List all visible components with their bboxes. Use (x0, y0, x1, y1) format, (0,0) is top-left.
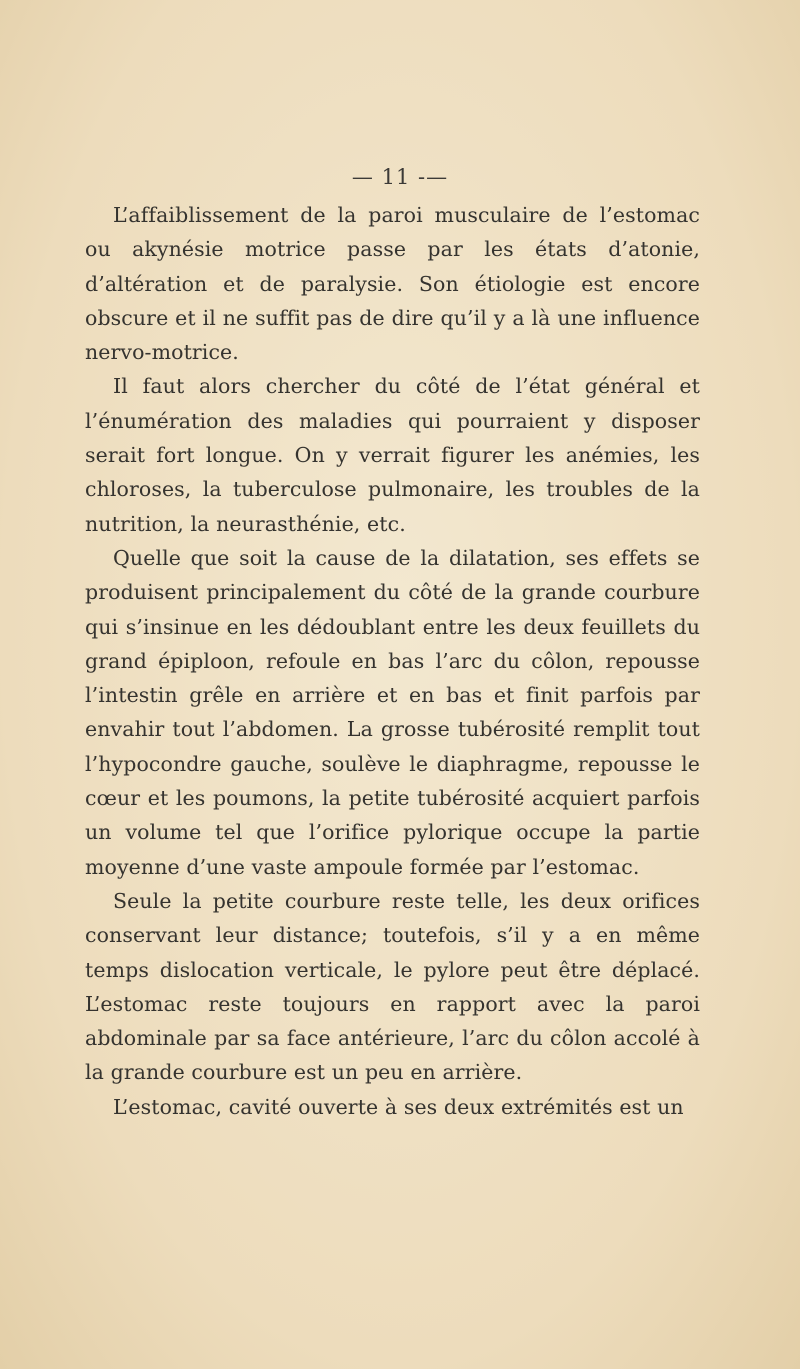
paragraph-5: L’estomac, cavité ouverte à ses deux extrémités est un (113, 1094, 684, 1119)
page-number: — 11 -— (351, 165, 449, 189)
paragraph-1: L’affaiblissement de la paroi musculaire de l’estomac ou akynésie motrice passe par les états d’atonie, d’altération et de paralysie. Son étiologie est encore obscure et il ne suffit pas de dire qu’il y a là une influence nervo-motrice. (85, 203, 700, 365)
paragraph-4: Seule la petite courbure reste telle, les deux orifices conservant leur distance; toutefois, s’il y a en même temps dislocation verticale, le pylore peut être déplacé. L’estomac reste toujours en rapport avec la paroi abdominale par sa face antérieure, l’arc du côlon accolé à la grande courbure est un peu en arrière. (85, 888, 700, 1085)
page-body (85, 198, 700, 1124)
paragraph-2: Il faut alors chercher du côté de l’état général et l’énumération des maladies qui pourraient y disposer serait fort longue. On y verrait figurer les anémies, les chloroses, la tuberculose pulmonaire, les troubles de la nutrition, la neurasthénie, etc. (85, 374, 700, 536)
paragraph-3: Quelle que soit la cause de la dilatation, ses effets se produisent principalement du côté de la grande courbure qui s’insinue en les dédoublant entre les deux feuillets du grand épiploon, refoule en bas l’arc du côlon, repousse l’intestin grêle en arrière et en bas et finit parfois par envahir tout l’abdomen. La grosse tubérosité remplit tout l’hypocondre gauche, soulève le diaphragme, repousse le cœur et les poumons, la petite tubérosité acquiert parfois un volume tel que l’orifice pylorique occupe la partie moyenne d’une vaste ampoule formée par l’estomac. (85, 545, 700, 879)
